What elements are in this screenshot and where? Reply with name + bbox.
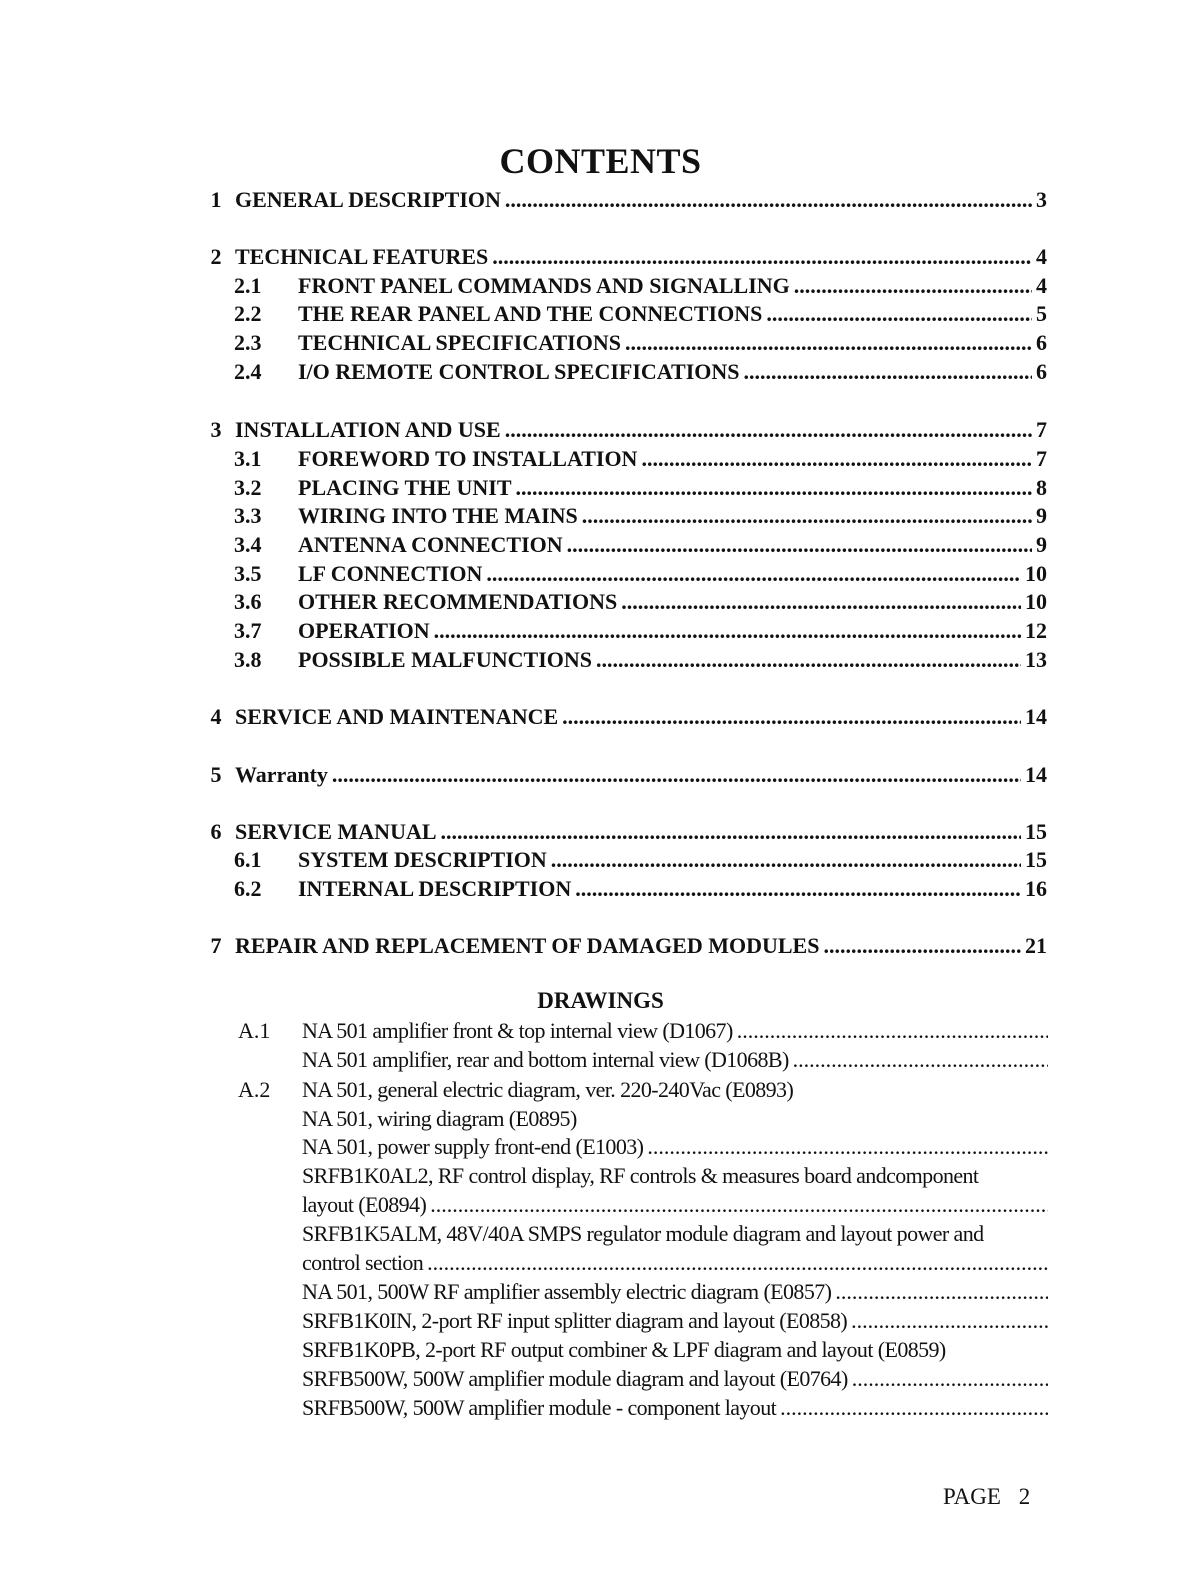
chapter-number: 4	[210, 704, 222, 729]
footer-label: PAGE	[943, 1484, 1001, 1509]
section-label: FOREWORD TO INSTALLATION	[298, 446, 638, 471]
drawing-item	[302, 1191, 1048, 1219]
drawing-item	[302, 1017, 1048, 1045]
section-label: I/O REMOTE CONTROL SPECIFICATIONS	[298, 359, 740, 384]
chapter-label: Warranty	[235, 762, 328, 787]
toc-chapter	[210, 761, 1047, 789]
page-number: 10	[1025, 589, 1047, 614]
section-label: THE REAR PANEL AND THE CONNECTIONS	[298, 301, 763, 326]
chapter-number: 2	[210, 244, 222, 269]
drawing-item	[302, 1394, 1048, 1422]
toc-section	[234, 588, 1047, 616]
section-label: FRONT PANEL COMMANDS AND SIGNALLING	[298, 273, 790, 298]
drawing-item	[302, 1162, 1048, 1190]
section-number: 3.8	[234, 647, 262, 672]
drawings-heading: DRAWINGS	[537, 988, 664, 1013]
dot-leader	[332, 761, 1021, 789]
page-number: 8	[1036, 475, 1047, 500]
dot-leader	[823, 932, 1021, 960]
drawing-label: NA 501 amplifier front & top internal view (D1067)	[302, 1018, 733, 1043]
drawing-label: SRFB1K5ALM, 48V/40A SMPS regulator module diagram and layout power and	[302, 1221, 984, 1246]
drawing-group-number: A.2	[238, 1077, 271, 1102]
section-label: LF CONNECTION	[298, 561, 483, 586]
toc-section	[234, 875, 1047, 903]
page-number: 9	[1036, 532, 1047, 557]
drawing-label: NA 501, 500W RF amplifier assembly electric diagram (E0857)	[302, 1279, 832, 1304]
section-number: 6.2	[234, 876, 262, 901]
dot-leader	[516, 474, 1032, 502]
section-label: OTHER RECOMMENDATIONS	[298, 589, 618, 614]
toc-section	[234, 445, 1047, 473]
drawing-item	[302, 1307, 1048, 1335]
toc-chapter	[210, 186, 1047, 214]
page-number: 12	[1025, 618, 1047, 643]
section-number: 3.2	[234, 475, 262, 500]
dot-leader	[441, 818, 1021, 846]
dot-leader	[492, 243, 1032, 271]
toc-section	[234, 502, 1047, 530]
drawing-label: SRFB1K0PB, 2-port RF output combiner & LPF diagram and layout (E0859)	[302, 1337, 946, 1362]
drawing-item	[302, 1365, 1048, 1393]
page-number: 5	[1036, 301, 1047, 326]
drawing-label: layout (E0894)	[302, 1192, 427, 1217]
dot-leader	[794, 272, 1032, 300]
toc-chapter	[210, 243, 1047, 271]
chapter-number: 1	[210, 187, 222, 212]
page-number: 9	[1036, 503, 1047, 528]
page-number: 16	[1025, 876, 1047, 901]
drawing-item	[302, 1278, 1048, 1306]
drawing-item	[302, 1046, 1048, 1074]
dot-leader	[737, 1017, 1048, 1045]
chapter-number: 7	[210, 933, 222, 958]
dot-leader	[647, 1133, 1048, 1161]
toc-section	[234, 617, 1047, 645]
page-number: 13	[1025, 647, 1047, 672]
dot-leader	[430, 1191, 1048, 1219]
dot-leader	[766, 300, 1032, 328]
drawing-item	[302, 1249, 1048, 1277]
dot-leader	[641, 445, 1032, 473]
drawing-item	[302, 1133, 1048, 1161]
drawing-group-number: A.1	[238, 1018, 271, 1043]
drawing-label: control section	[302, 1250, 424, 1275]
dot-leader	[427, 1249, 1048, 1277]
toc-section	[234, 329, 1047, 357]
dot-leader	[562, 703, 1021, 731]
dot-leader	[486, 560, 1021, 588]
page-title: CONTENTS	[499, 141, 702, 181]
section-number: 2.2	[234, 301, 262, 326]
dot-leader	[567, 531, 1032, 559]
dot-leader	[793, 1046, 1048, 1074]
section-number: 3.7	[234, 618, 262, 643]
toc-section	[234, 560, 1047, 588]
dot-leader	[780, 1394, 1048, 1422]
section-label: PLACING THE UNIT	[298, 475, 512, 500]
dot-leader	[835, 1278, 1048, 1306]
section-label: ANTENNA CONNECTION	[298, 532, 563, 557]
drawing-label: NA 501, power supply front-end (E1003)	[302, 1134, 644, 1159]
page-number: 4	[1036, 273, 1047, 298]
drawing-label: NA 501, wiring diagram (E0895)	[302, 1106, 577, 1131]
chapter-label: TECHNICAL FEATURES	[235, 244, 489, 269]
drawing-item	[302, 1220, 1048, 1248]
section-number: 3.6	[234, 589, 262, 614]
page-number: 10	[1025, 561, 1047, 586]
page-number: 15	[1025, 847, 1047, 872]
dot-leader	[744, 358, 1032, 386]
page-number: 15	[1025, 819, 1047, 844]
drawing-item	[302, 1336, 1048, 1364]
dot-leader	[505, 416, 1032, 444]
section-label: TECHNICAL SPECIFICATIONS	[298, 330, 621, 355]
section-number: 2.1	[234, 273, 262, 298]
section-label: OPERATION	[298, 618, 430, 643]
drawing-label: SRFB1K0AL2, RF control display, RF controls & measures board andcomponent	[302, 1163, 979, 1188]
chapter-number: 6	[210, 819, 222, 844]
section-label: WIRING INTO THE MAINS	[298, 503, 578, 528]
page-number: 6	[1036, 330, 1047, 355]
drawing-item	[302, 1105, 1048, 1133]
toc-section	[234, 358, 1047, 386]
toc-section	[234, 846, 1047, 874]
drawing-label: SRFB500W, 500W amplifier module - component layout	[302, 1395, 777, 1420]
drawing-label: SRFB1K0IN, 2-port RF input splitter diagram and layout (E0858)	[302, 1308, 848, 1333]
dot-leader	[621, 588, 1021, 616]
section-number: 2.4	[234, 359, 262, 384]
page-number: 3	[1036, 187, 1047, 212]
chapter-label: GENERAL DESCRIPTION	[235, 187, 501, 212]
toc-section	[234, 300, 1047, 328]
dot-leader	[851, 1307, 1048, 1335]
toc-chapter	[210, 932, 1047, 960]
page-number: 14	[1025, 704, 1047, 729]
page-number: 7	[1036, 446, 1047, 471]
toc-section	[234, 531, 1047, 559]
drawing-label: SRFB500W, 500W amplifier module diagram and layout (E0764)	[302, 1366, 848, 1391]
drawing-label: NA 501 amplifier, rear and bottom internal view (D1068B)	[302, 1047, 789, 1072]
section-number: 3.1	[234, 446, 262, 471]
chapter-label: SERVICE AND MAINTENANCE	[235, 704, 559, 729]
toc-section	[234, 474, 1047, 502]
toc-chapter	[210, 703, 1047, 731]
footer-page-number: 2	[1018, 1484, 1031, 1509]
drawing-label: NA 501, general electric diagram, ver. 220-240Vac (E0893)	[302, 1077, 794, 1102]
dot-leader	[582, 502, 1032, 530]
section-number: 3.5	[234, 561, 262, 586]
section-label: SYSTEM DESCRIPTION	[298, 847, 547, 872]
chapter-number: 5	[210, 762, 222, 787]
toc-chapter	[210, 818, 1047, 846]
section-label: INTERNAL DESCRIPTION	[298, 876, 572, 901]
dot-leader	[434, 617, 1021, 645]
section-number: 2.3	[234, 330, 262, 355]
section-label: POSSIBLE MALFUNCTIONS	[298, 647, 593, 672]
drawing-item	[302, 1076, 1048, 1104]
page-footer	[943, 1484, 1030, 1510]
section-number: 3.3	[234, 503, 262, 528]
dot-leader	[625, 329, 1032, 357]
dot-leader	[852, 1365, 1048, 1393]
toc-section	[234, 646, 1047, 674]
page-number: 6	[1036, 359, 1047, 384]
chapter-label: SERVICE MANUAL	[235, 819, 437, 844]
dot-leader	[596, 646, 1021, 674]
dot-leader	[551, 846, 1021, 874]
section-number: 6.1	[234, 847, 262, 872]
toc-section	[234, 272, 1047, 300]
dot-leader	[575, 875, 1021, 903]
toc-chapter	[210, 416, 1047, 444]
chapter-label: INSTALLATION AND USE	[235, 417, 501, 442]
page-number: 4	[1036, 244, 1047, 269]
dot-leader	[505, 186, 1032, 214]
section-number: 3.4	[234, 532, 262, 557]
page-number: 7	[1036, 417, 1047, 442]
page-number: 14	[1025, 762, 1047, 787]
chapter-number: 3	[210, 417, 222, 442]
chapter-label: REPAIR AND REPLACEMENT OF DAMAGED MODULES	[235, 933, 820, 958]
page-number: 21	[1025, 933, 1047, 958]
